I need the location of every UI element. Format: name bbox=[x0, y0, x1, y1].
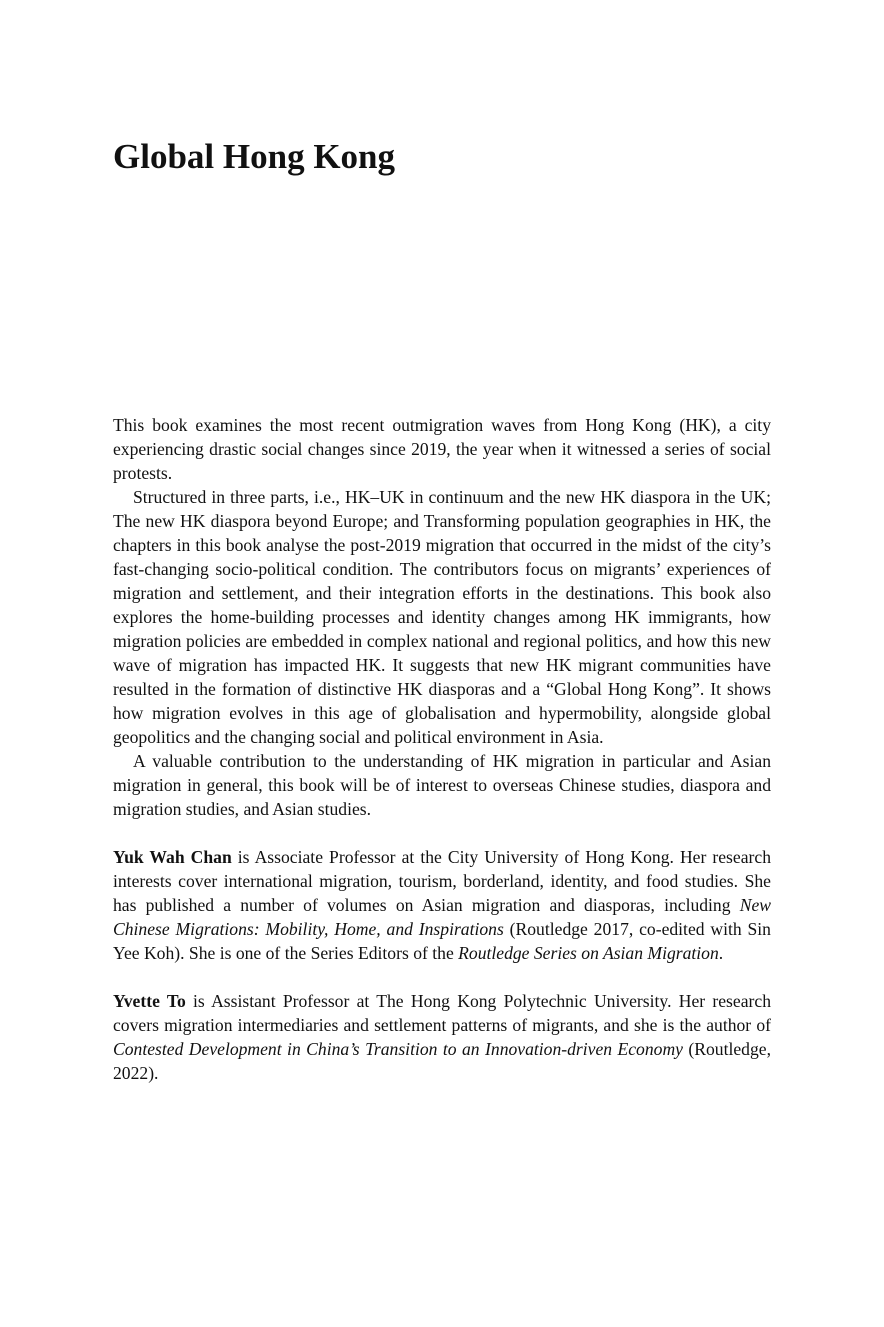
book-reference: Contested Development in China’s Transition to an Innovation-driven Economy bbox=[113, 1039, 683, 1059]
bio-text: . bbox=[718, 943, 724, 963]
bio-text: is Associate Professor at the City University of Hong Kong. Her research interests cover international migration, tourism, borderland, identity, and food studies. She has published a number of volumes on Asian migration and diasporas, including bbox=[113, 847, 771, 915]
description-paragraph: This book examines the most recent outmigration waves from Hong Kong (HK), a city experiencing drastic social changes since 2019, the year when it witnessed a series of social protests. bbox=[113, 415, 771, 483]
author-bio-to bbox=[113, 989, 771, 1085]
bio-text: is Assistant Professor at The Hong Kong Polytechnic University. Her research covers migration intermediaries and settlement patterns of migrants, and she is the author of bbox=[113, 991, 771, 1035]
series-reference: Routledge Series on Asian Migration bbox=[458, 943, 719, 963]
author-name: Yvette To bbox=[113, 991, 186, 1011]
book-description bbox=[113, 413, 771, 1085]
book-reference: New Chinese Migrations: Mobility, Home, and Inspirations bbox=[113, 895, 771, 939]
bio-text: (Routledge, 2022). bbox=[113, 1039, 771, 1083]
author-name: Yuk Wah Chan bbox=[113, 847, 232, 867]
author-bio-chan bbox=[113, 845, 771, 965]
book-title: Global Hong Kong bbox=[113, 137, 396, 176]
description-paragraph: Structured in three parts, i.e., HK–UK in continuum and the new HK diaspora in the UK; The new HK diaspora beyond Europe; and Transforming population geographies in HK, the chapters in this book analyse the post-2019 migration that occurred in the midst of the city’s fast-changing socio-political condition. The contributors focus on migrants’ experiences of migration and settlement, and their integration efforts in the destinations. This book also explores the home-building processes and identity changes among HK immigrants, how migration policies are embedded in complex national and regional politics, and how this new wave of migration has impacted HK. It suggests that new HK migrant communities have resulted in the formation of distinctive HK diasporas and a “Global Hong Kong”. It shows how migration evolves in this age of globalisation and hypermobility, alongside global geopolitics and the changing social and political environment in Asia. bbox=[113, 487, 771, 747]
bio-text: (Routledge 2017, co-edited with Sin Yee Koh). She is one of the Series Editors of the bbox=[113, 919, 771, 963]
description-paragraph: A valuable contribution to the understanding of HK migration in particular and Asian migration in general, this book will be of interest to overseas Chinese studies, diaspora and migration studies, and Asian studies. bbox=[113, 751, 771, 819]
